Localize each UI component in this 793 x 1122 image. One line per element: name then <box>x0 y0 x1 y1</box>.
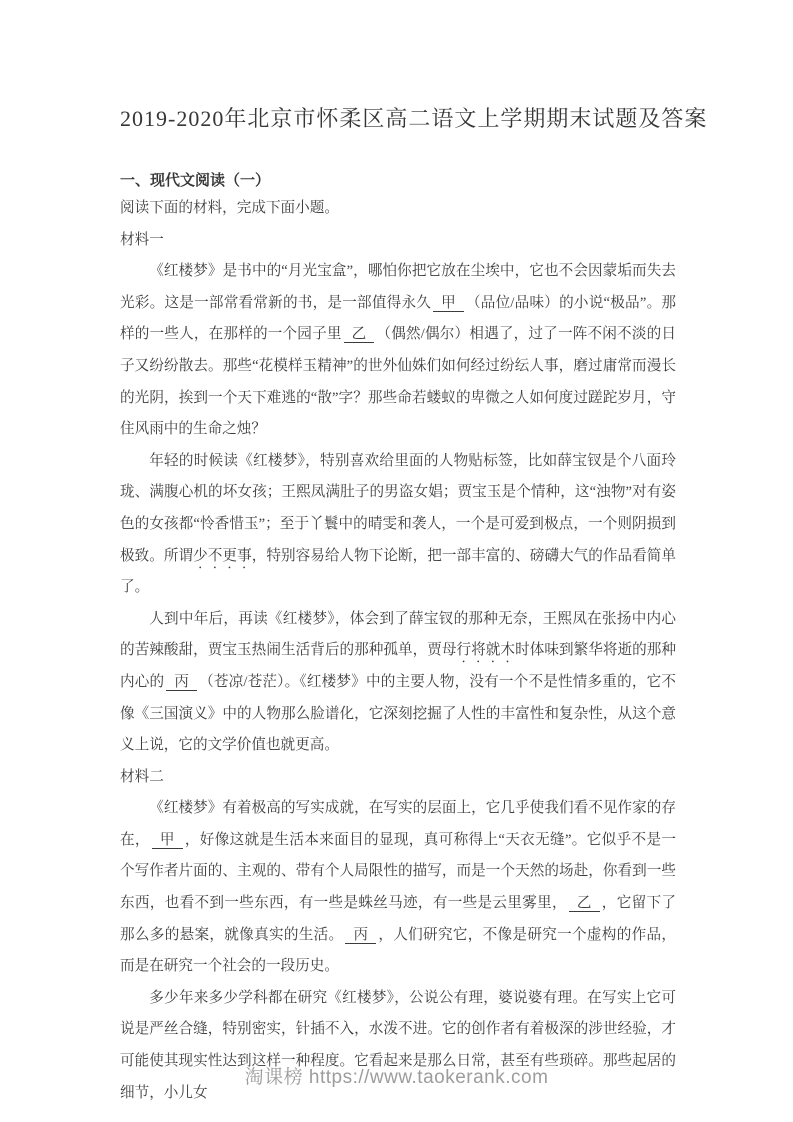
text-run: （品位/品味）的小说“极品”。那样的一些人，在那样的一个园子里 <box>120 294 676 343</box>
emphasized-text: 少不更事 <box>193 547 252 564</box>
footer-url: https://www.taokerank.com <box>308 1067 549 1088</box>
blank-underline: 丙 <box>345 927 376 944</box>
text-run: （苍凉/苍茫）。《红楼梦》中的主要人物，没有一个不是性情多重的，它不像《三国演义》中的人物那么脸谱化，它深刻挖掘了人性的丰富性和复杂性，从这个意义上说，它的文学价值也就更高。 <box>120 673 676 754</box>
text-run: 材料二 <box>120 768 164 785</box>
paragraph <box>120 446 676 604</box>
paragraph <box>120 256 676 446</box>
blank-underline: 甲 <box>152 832 183 849</box>
text-run: ，好像这就是生活本来面目的显现，真可称得上“天衣无缝”。它似乎不是一个写作者片面的、主观的、带有个人局限性的描写，而是一个天然的场赴，你看到一些东西，也看不到一些东西，有一些是蛛丝马迹，有一些是云里雾里， <box>120 831 676 912</box>
text-run: 人到中年后，再读《红楼梦》，体会到了薛宝钗的那种无奈，王熙凤在张扬中内心的苦辣酸甜，贾宝玉热闹生活背后的那种孤单，贾母 <box>120 610 676 659</box>
text-run: ，它留下了那么多的悬案，就像真实的生活。 <box>120 895 676 943</box>
text-run: （偶然/偶尔）相遇了，过了一阵不闲不淡的日子又纷纷散去。那些“花模样玉精神”的世外仙姝们如何经过纷纭人事，磨过庸常而漫长的光阴，挨到一个天下难逃的“散”字？那些命若蝼蚁的卑微之人如何度过蹉跎岁月，守住风雨中的生命之烛？ <box>120 326 676 438</box>
paragraph <box>120 604 676 762</box>
paragraph <box>120 793 676 983</box>
paragraph <box>120 762 676 794</box>
blank-underline: 乙 <box>344 326 375 343</box>
document-body <box>120 193 676 1109</box>
blank-underline: 乙 <box>569 895 600 912</box>
document-title: 2019-2020年北京市怀柔区高二语文上学期期末试题及答案 <box>120 106 708 131</box>
text-run: 阅读下面的材料，完成下面小题。 <box>120 200 339 216</box>
text-run: ，人们研究它，不像是研究一个虚构的作品，而是在研究一个社会的一段历史。 <box>120 926 676 975</box>
paragraph <box>120 193 676 225</box>
footer-site-name: 淘课榜 <box>244 1067 304 1088</box>
page-footer-watermark <box>0 1062 793 1089</box>
text-run: 年轻的时候读《红楼梦》，特别喜欢给里面的人物贴标签，比如薛宝钗是个八面玲珑、满腹心机的坏女孩；王熙凤满肚子的男盗女娼；贾宝玉是个情种，这“浊物”对有姿色的女孩都“怜香惜玉”；至于丫鬟中的晴雯和袭人，一个是可爱到极点，一个则阴损到极致。所谓 <box>120 452 676 564</box>
blank-underline: 甲 <box>433 295 464 312</box>
emphasized-text: 行将就木 <box>456 642 516 659</box>
paragraph <box>120 983 676 1109</box>
text-run: ，特别容易给人物下论断，把一部丰富的、磅礴大气的作品看简单了。 <box>120 547 676 596</box>
text-run: 《红楼梦》是书中的“月光宝盒”，哪怕你把它放在尘埃中，它也不会因蒙垢而失去光彩。这是一部常看常新的书，是一部值得永久 <box>120 263 676 311</box>
text-run: 《红楼梦》有着极高的写实成就，在写实的层面上，它几乎使我们看不见作家的存在， <box>120 800 676 848</box>
text-run: 多少年来多少学科都在研究《红楼梦》，公说公有理，婆说婆有理。在写实上它可说是严丝合缝，特别密实，针插不入，水泼不进。它的创作者有着极深的涉世经验，才可能使其现实性达到这样一种程度。它看起来是那么日常，甚至有些琐碎。那些起居的细节，小儿女 <box>120 989 676 1101</box>
section-heading: 一、现代文阅读（一） <box>120 173 271 189</box>
text-run: 材料一 <box>120 231 164 248</box>
blank-underline: 丙 <box>166 674 197 691</box>
paragraph <box>120 225 676 257</box>
text-run: 时体味到繁华将逝的那种内心的 <box>120 642 676 690</box>
